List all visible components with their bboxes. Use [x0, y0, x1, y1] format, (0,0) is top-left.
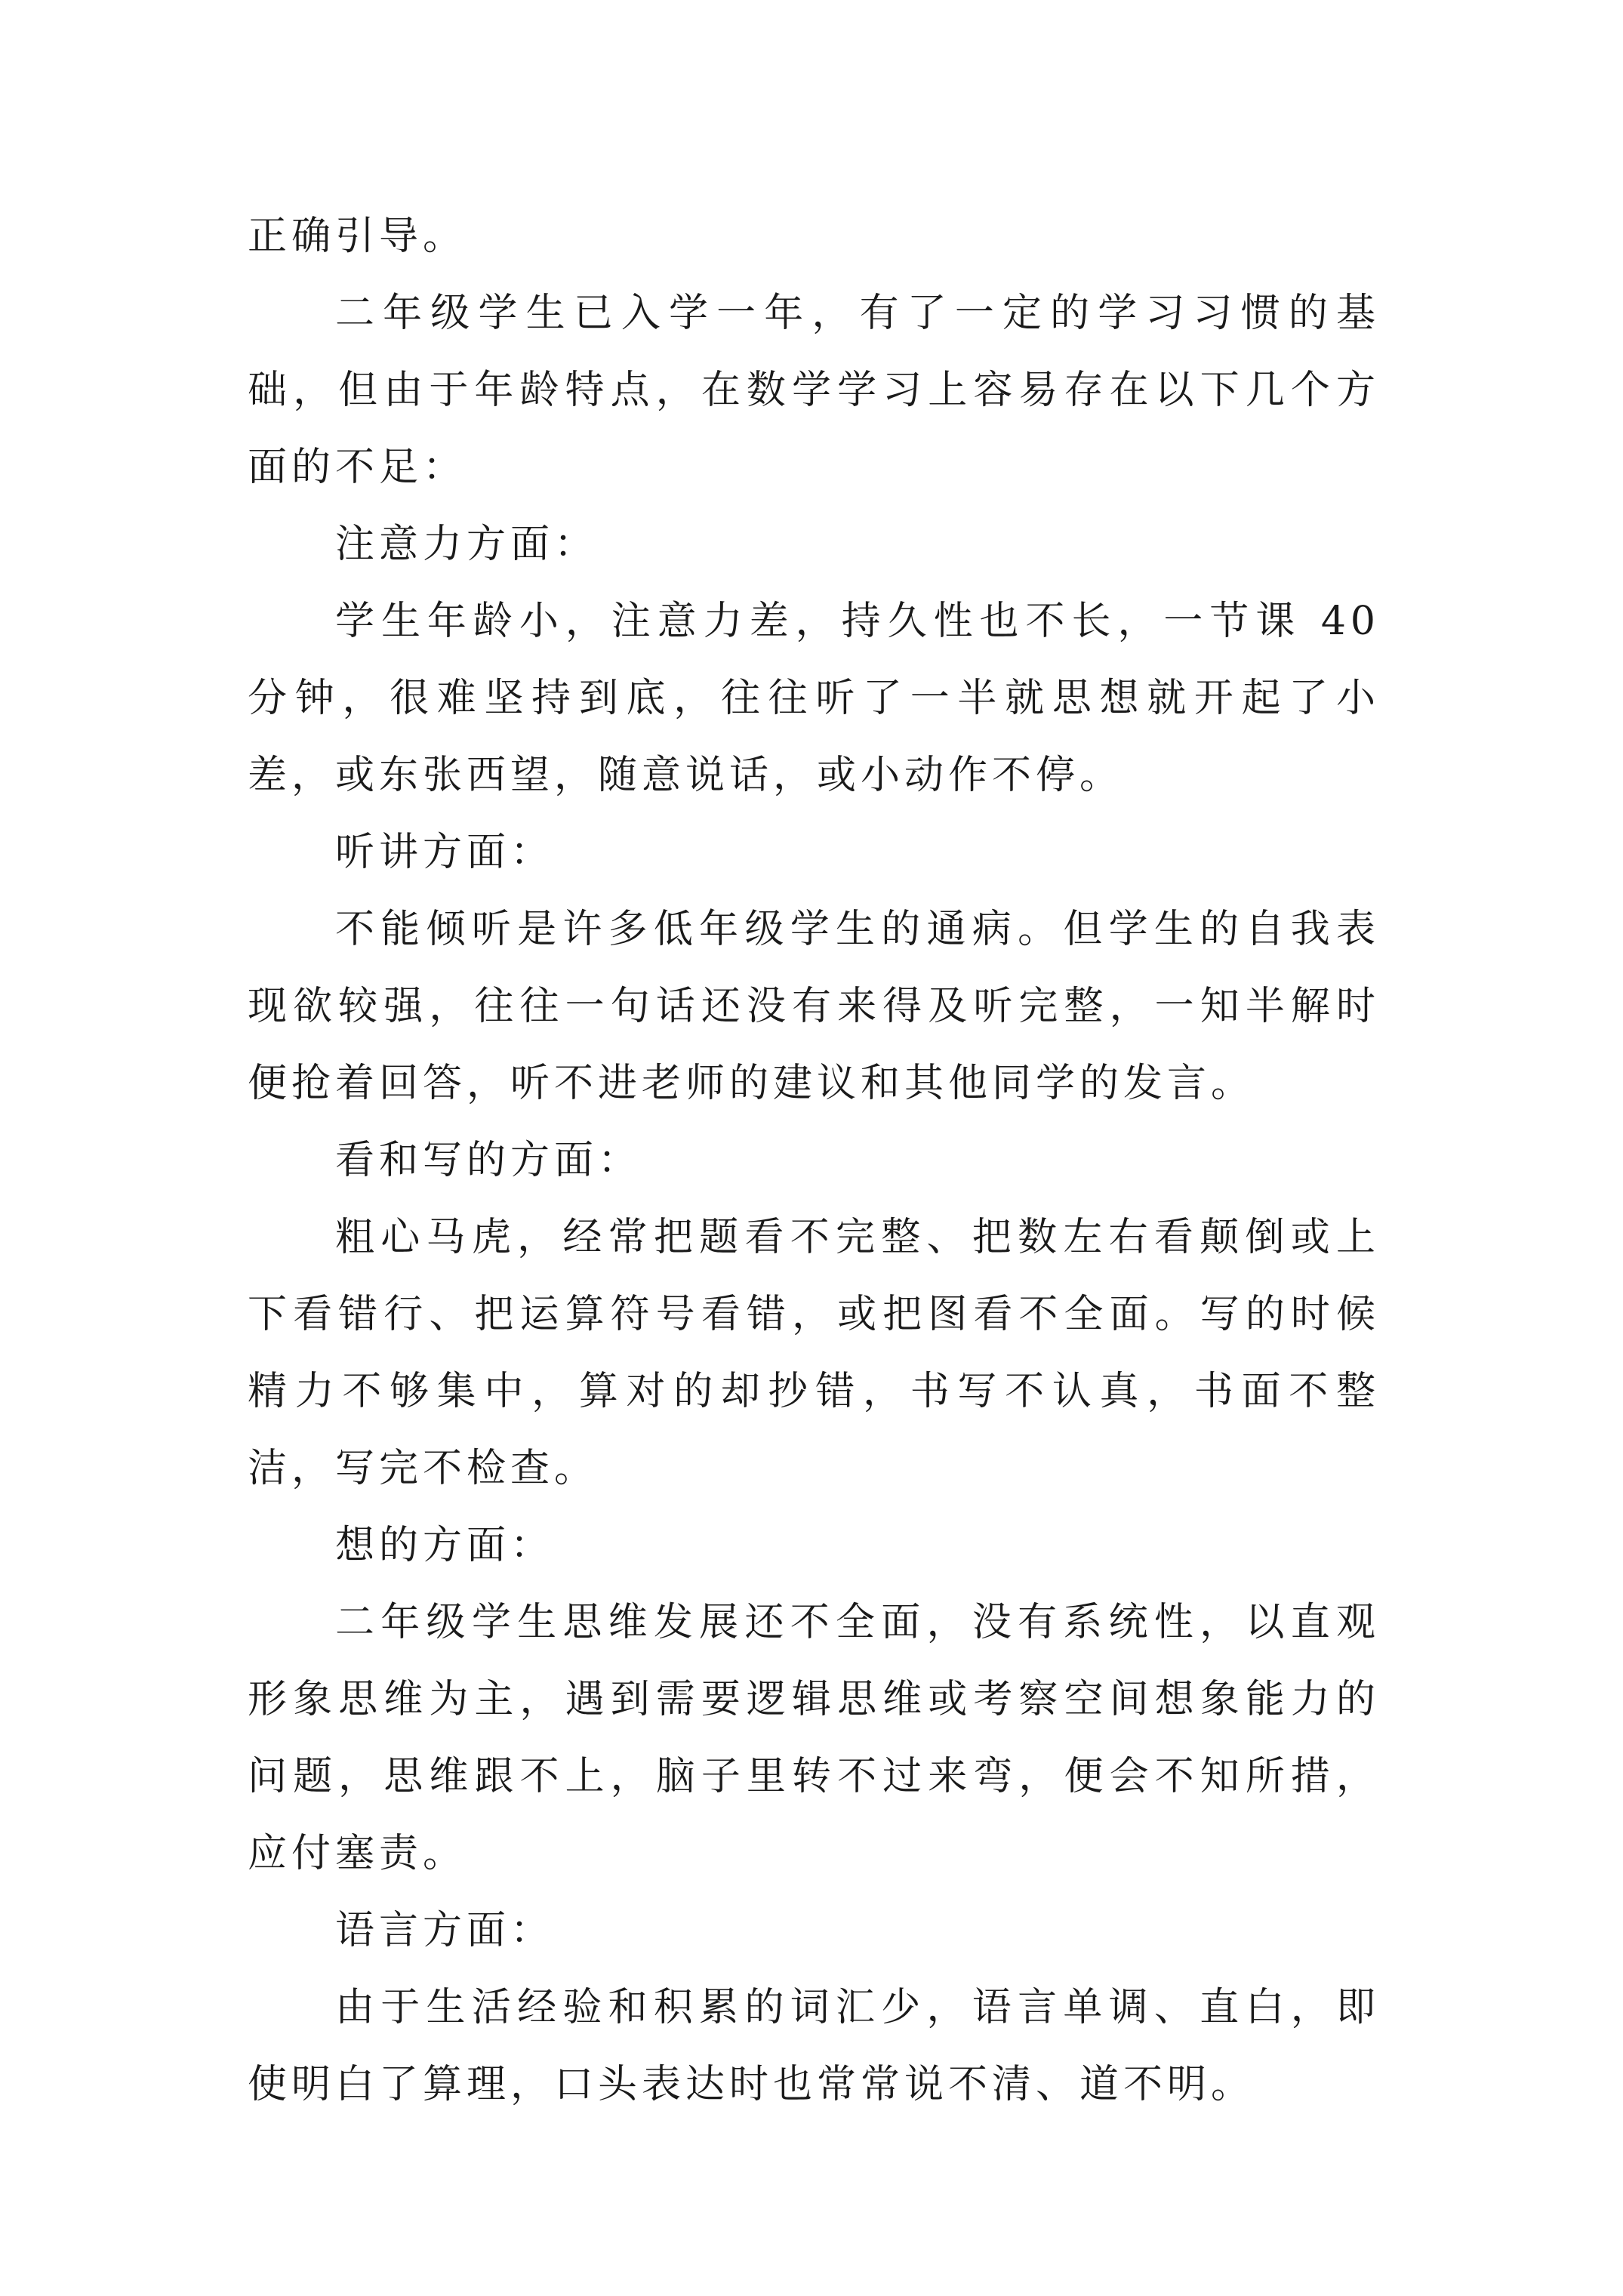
paragraph-language: 由于生活经验和积累的词汇少，语言单调、直白，即使明白了算理，口头表达时也常常说不清、道不明。: [248, 1985, 1380, 2107]
paragraph-attention: 学生年龄小，注意力差，持久性也不长，一节课 40 分钟，很难坚持到底，往往听了一半就思想就开起了小差，或东张西望，随意说话，或小动作不停。: [248, 599, 1380, 798]
paragraph-intro: 二年级学生已入学一年，有了一定的学习习惯的基础，但由于年龄特点，在数学学习上容易存在以下几个方面的不足：: [248, 291, 1380, 490]
paragraph-reading-writing: 粗心马虎，经常把题看不完整、把数左右看颠倒或上下看错行、把运算符号看错，或把图看不全面。写的时候精力不够集中，算对的却抄错，书写不认真，书面不整洁，写完不检查。: [248, 1215, 1380, 1491]
heading-thinking: 想的方面：: [335, 1523, 555, 1568]
paragraph-listening: 不能倾听是许多低年级学生的通病。但学生的自我表现欲较强，往往一句话还没有来得及听完整，一知半解时便抢着回答，听不进老师的建议和其他同学的发言。: [248, 907, 1380, 1106]
paragraph-continuation: 正确引导。: [248, 214, 467, 259]
paragraph-thinking: 二年级学生思维发展还不全面，没有系统性，以直观形象思维为主，遇到需要逻辑思维或考察空间想象能力的问题，思维跟不上，脑子里转不过来弯，便会不知所措，应付塞责。: [248, 1600, 1380, 1876]
heading-language: 语言方面：: [335, 1908, 555, 1953]
heading-listening: 听讲方面：: [335, 830, 555, 875]
heading-attention: 注意力方面：: [335, 522, 599, 567]
document-body: [248, 198, 1380, 2123]
heading-reading-writing: 看和写的方面：: [335, 1138, 642, 1183]
